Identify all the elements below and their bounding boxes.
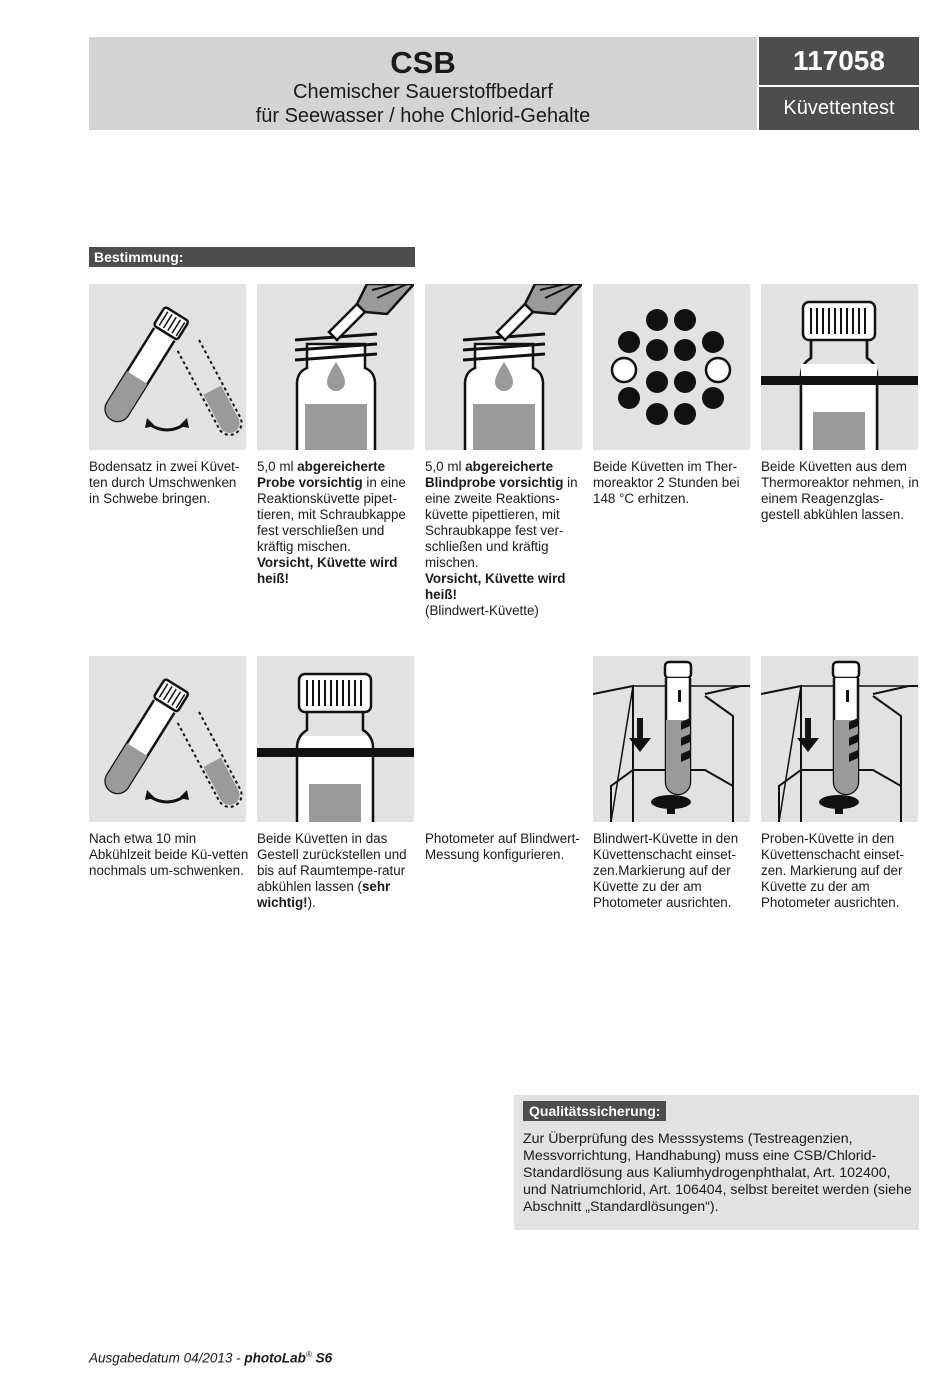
step-3-warning: Vorsicht, Küvette wird heiß!: [425, 571, 566, 602]
step-2-illustration: [257, 284, 414, 450]
step-7-text-pre: Beide Küvetten in das Gestell zurückstellen und bis auf Raumtempe-ratur abkühlen lassen (: [257, 831, 407, 894]
step-8-text-body: Photometer auf Blindwert-Messung konfigurieren.: [425, 831, 580, 862]
product-name: photoLab: [244, 1350, 306, 1366]
step-7-text: [257, 831, 417, 911]
step-10-text-body: Proben-Küvette in den Küvettenschacht einset-zen. Markierung auf der Küvette zu der am Photometer ausrichten.: [761, 831, 904, 910]
document-header: [89, 37, 757, 130]
quality-assurance-box: [514, 1095, 919, 1230]
article-number: 117058: [759, 37, 919, 85]
step-3-text-bold: abgereicherte Blindprobe vorsichtig: [425, 459, 564, 490]
step-4-text: [593, 459, 753, 507]
step-3-text-mid: in eine zweite Reaktions-küvette pipettieren, mit Schraubkappe fest ver-schließen und kräftig mischen.: [425, 475, 578, 570]
step-1-illustration: [89, 284, 246, 450]
insert-cuvette-photometer-icon: [593, 656, 750, 822]
registered-mark: ®: [305, 1350, 312, 1359]
pipette-into-cuvette-icon: [425, 284, 582, 450]
step-6-text-body: Nach etwa 10 min Abkühlzeit beide Kü-vetten nochmals um-schwenken.: [89, 831, 249, 878]
document-subtitle-line2: für Seewasser / hohe Chlorid-Gehalte: [255, 105, 591, 127]
test-type: Küvettentest: [759, 87, 919, 130]
step-1-text: [89, 459, 249, 507]
step-1-text-body: Bodensatz in zwei Küvet-ten durch Umschwenken in Schwebe bringen.: [89, 459, 240, 506]
step-4-illustration: [593, 284, 750, 450]
step-9-illustration: [593, 656, 750, 822]
step-3-illustration: [425, 284, 582, 450]
step-3-text: [425, 459, 585, 619]
thermoreactor-icon: [593, 284, 750, 450]
step-10-illustration: [761, 656, 918, 822]
step-3-text-pre: 5,0 ml: [425, 459, 466, 474]
step-7-text-bold: sehr wichtig!: [257, 879, 391, 910]
cuvette-in-rack-icon: [761, 284, 918, 450]
quality-assurance-text: Zur Überprüfung des Messsystems (Testreagenzien, Messvorrichtung, Handhabung) muss eine CSB/Chlorid-Standardlösung aus Kaliumhydrogenphthalat, Art. 102400, und Natriumchlorid, Art. 106404, selbst bereitet werden (siehe Abschnitt „Standardlösungen“).: [523, 1131, 912, 1215]
step-2-text: [257, 459, 417, 587]
swirl-cuvettes-icon: [89, 656, 246, 822]
step-3-note: (Blindwert-Küvette): [425, 603, 539, 618]
step-2-warning: Vorsicht, Küvette wird heiß!: [257, 555, 398, 586]
section-title: Bestimmung:: [89, 247, 415, 267]
swirl-cuvettes-icon: [89, 284, 246, 450]
step-5-illustration: [761, 284, 918, 450]
step-7-illustration: [257, 656, 414, 822]
insert-cuvette-photometer-icon: [761, 656, 918, 822]
step-9-text-body: Blindwert-Küvette in den Küvettenschacht einset-zen.Markierung auf der Küvette zu der am Photometer ausrichten.: [593, 831, 739, 910]
step-7-text-post: ).: [307, 895, 316, 910]
step-2-text-mid: in eine Reaktionsküvette pipet-tieren, mit Schraubkappe fest verschließen und kräftig mischen.: [257, 475, 406, 554]
step-6-illustration: [89, 656, 246, 822]
pipette-into-cuvette-icon: [257, 284, 414, 450]
step-6-text: [89, 831, 249, 879]
cuvette-in-rack-icon: [257, 656, 414, 822]
document-subtitle-line1: Chemischer Sauerstoffbedarf: [293, 81, 553, 103]
step-2-text-pre: 5,0 ml: [257, 459, 298, 474]
document-title: CSB: [390, 45, 456, 80]
step-4-text-body: Beide Küvetten im Ther-moreaktor 2 Stunden bei 148 °C erhitzen.: [593, 459, 740, 506]
quality-assurance-title: Qualitätssicherung:: [523, 1101, 666, 1121]
step-5-text: [761, 459, 921, 523]
issue-date: Ausgabedatum 04/2013: [89, 1350, 233, 1366]
product-model: S6: [315, 1350, 333, 1366]
footer-separator: -: [236, 1350, 241, 1366]
step-5-text-body: Beide Küvetten aus dem Thermoreaktor nehmen, in einem Reagenzglas-gestell abkühlen lassen.: [761, 459, 919, 522]
step-2-text-bold: abgereicherte Probe vorsichtig: [257, 459, 386, 490]
step-10-text: [761, 831, 921, 911]
step-9-text: [593, 831, 753, 911]
step-8-text: [425, 831, 585, 863]
footer: [89, 1350, 332, 1366]
